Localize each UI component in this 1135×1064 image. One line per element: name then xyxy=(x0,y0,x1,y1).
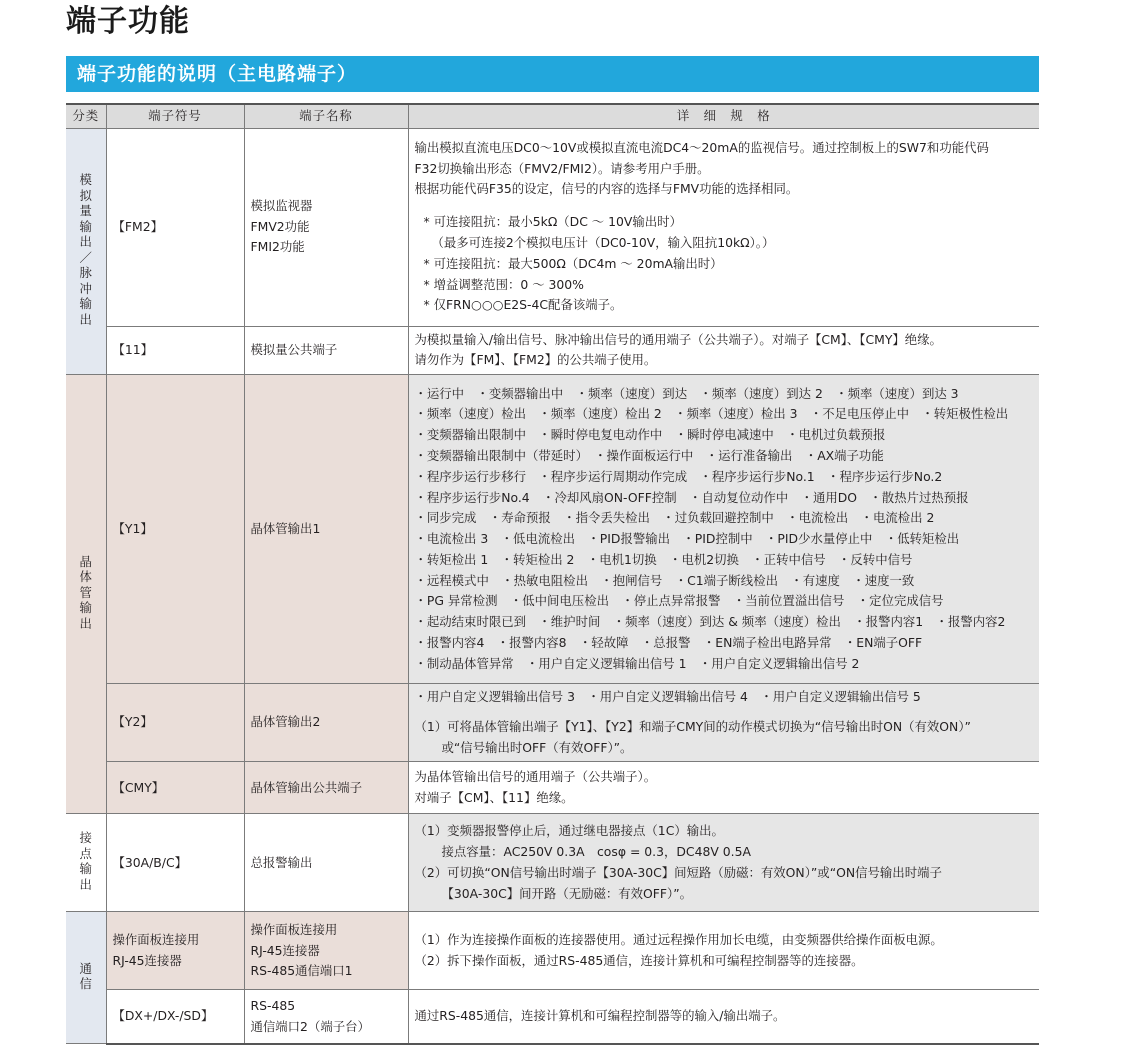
table-row xyxy=(66,326,1039,375)
detail-cell: 通过RS-485通信，连接计算机和可编程控制器等的输入/输出端子。 xyxy=(408,990,1039,1044)
name-cell: 晶体管输出1 xyxy=(244,375,408,684)
table-row xyxy=(66,762,1039,814)
detail-cell: 为模拟量输入/输出信号、脉冲输出信号的通用端子（公共端子）。对端子【CM】、【CMY】绝缘。 请勿作为【FM】、【FM2】的公共端子使用。 xyxy=(408,326,1039,375)
detail-cell: （1）变频器报警停止后，通过继电器接点（1C）输出。 接点容量：AC250V 0.3A cosφ = 0.3，DC48V 0.5A （2）可切换“ON信号输出时端子【30A-30C】间短路（励磁：有效ON）”或“ON信号输出时端子 【30A-30C】间开路（无励磁：有效OFF）”。 xyxy=(408,814,1039,912)
name-cell: 总报警输出 xyxy=(244,814,408,912)
table-row xyxy=(66,684,1039,762)
category-cell: 接点输出 xyxy=(66,814,106,912)
name-cell: 模拟监视器 FMV2功能 FMI2功能 xyxy=(244,128,408,326)
name-cell: 晶体管输出2 xyxy=(244,684,408,762)
header-symbol: 端子符号 xyxy=(106,104,244,128)
page-title: 端子功能 xyxy=(66,4,190,39)
table-row xyxy=(66,990,1039,1044)
detail-cell: ・用户自定义逻辑输出信号 3 ・用户自定义逻辑输出信号 4 ・用户自定义逻辑输出信号 5 （1）可将晶体管输出端子【Y1】、【Y2】和端子CMY间的动作模式切换为“信号输出时ON（有效ON）” 或“信号输出时OFF（有效OFF）”。 xyxy=(408,684,1039,762)
symbol-cell: 【CMY】 xyxy=(106,762,244,814)
table-row xyxy=(66,814,1039,912)
name-cell: RS-485 通信端口2（端子台） xyxy=(244,990,408,1044)
category-cell: 模拟量输出／脉冲输出 xyxy=(66,128,106,375)
detail-cell: （1）作为连接操作面板的连接器使用。通过远程操作用加长电缆，由变频器供给操作面板电源。 （2）拆下操作面板，通过RS-485通信，连接计算机和可编程控制器等的连接器。 xyxy=(408,912,1039,990)
symbol-cell: 操作面板连接用 RJ-45连接器 xyxy=(106,912,244,990)
category-cell: 通信 xyxy=(66,912,106,1044)
terminal-spec-table xyxy=(66,103,1039,1045)
symbol-cell: 【30A/B/C】 xyxy=(106,814,244,912)
header-name: 端子名称 xyxy=(244,104,408,128)
name-cell: 操作面板连接用 RJ-45连接器 RS-485通信端口1 xyxy=(244,912,408,990)
section-title-bar: 端子功能的说明（主电路端子） xyxy=(66,56,1039,92)
detail-cell: 为晶体管输出信号的通用端子（公共端子）。 对端子【CM】、【11】绝缘。 xyxy=(408,762,1039,814)
category-cell: 晶体管输出 xyxy=(66,375,106,814)
table-row xyxy=(66,375,1039,684)
table-header-row xyxy=(66,104,1039,128)
symbol-cell: 【Y1】 xyxy=(106,375,244,684)
header-detail: 详 细 规 格 xyxy=(408,104,1039,128)
symbol-cell: 【Y2】 xyxy=(106,684,244,762)
table-row xyxy=(66,912,1039,990)
symbol-cell: 【FM2】 xyxy=(106,128,244,326)
symbol-cell: 【11】 xyxy=(106,326,244,375)
name-cell: 晶体管输出公共端子 xyxy=(244,762,408,814)
symbol-cell: 【DX+/DX-/SD】 xyxy=(106,990,244,1044)
name-cell: 模拟量公共端子 xyxy=(244,326,408,375)
detail-cell: 输出模拟直流电压DC0～10V或模拟直流电流DC4～20mA的监视信号。通过控制板上的SW7和功能代码 F32切换输出形态（FMV2/FMI2）。请参考用户手册。 根据功能代码F35的设定，信号的内容的选择与FMV功能的选择相同。 * 可连接阻抗：最小5kΩ（DC ～ 10V输出时） （最多可连接2个模拟电压计（DC0-10V，输入阻抗10kΩ）。） * 可连接阻抗：最大500Ω（DC4m ～ 20mA输出时） * 增益调整范围：0 ～ 300% * 仅FRN○○○E2S-4C配备该端子。 xyxy=(408,128,1039,326)
header-category: 分类 xyxy=(66,104,106,128)
table-row xyxy=(66,128,1039,326)
detail-cell: ・运行中 ・变频器输出中 ・频率（速度）到达 ・频率（速度）到达 2 ・频率（速度）到达 3 ・频率（速度）检出 ・频率（速度）检出 2 ・频率（速度）检出 3 ・不足电压停止中 ・转矩极性检出 ・变频器输出限制中 ・瞬时停电复电动作中 ・瞬时停电减速中 ・电机过负载预报 ・变频器输出限制中（带延时） ・操作面板运行中 ・运行准备输出 ・AX端子功能 ・程序步运行步移行 ・程序步运行周期动作完成 ・程序步运行步No.1 ・程序步运行步No.2 ・程序步运行步No.4 ・冷却风扇ON-OFF控制 ・自动复位动作中 ・通用DO ・散热片过热预报 ・同步完成 ・寿命预报 ・指令丢失检出 ・过负载回避控制中 ・电流检出 ・电流检出 2 ・电流检出 3 ・低电流检出 ・PID报警输出 ・PID控制中 ・PID少水量停止中 ・低转矩检出 ・转矩检出 1 ・转矩检出 2 ・电机1切换 ・电机2切换 ・正转中信号 ・反转中信号 ・远程模式中 ・热敏电阻检出 ・抱闸信号 ・C1端子断线检出 ・有速度 ・速度一致 ・PG 异常检测 ・低中间电压检出 ・停止点异常报警 ・当前位置溢出信号 ・定位完成信号 ・起动结束时限已到 ・维护时间 ・频率（速度）到达 & 频率（速度）检出 ・报警内容1 ・报警内容2 ・报警内容4 ・报警内容8 ・轻故障 ・总报警 ・EN端子检出电路异常 ・EN端子OFF ・制动晶体管异常 ・用户自定义逻辑输出信号 1 ・用户自定义逻辑输出信号 2 xyxy=(408,375,1039,684)
